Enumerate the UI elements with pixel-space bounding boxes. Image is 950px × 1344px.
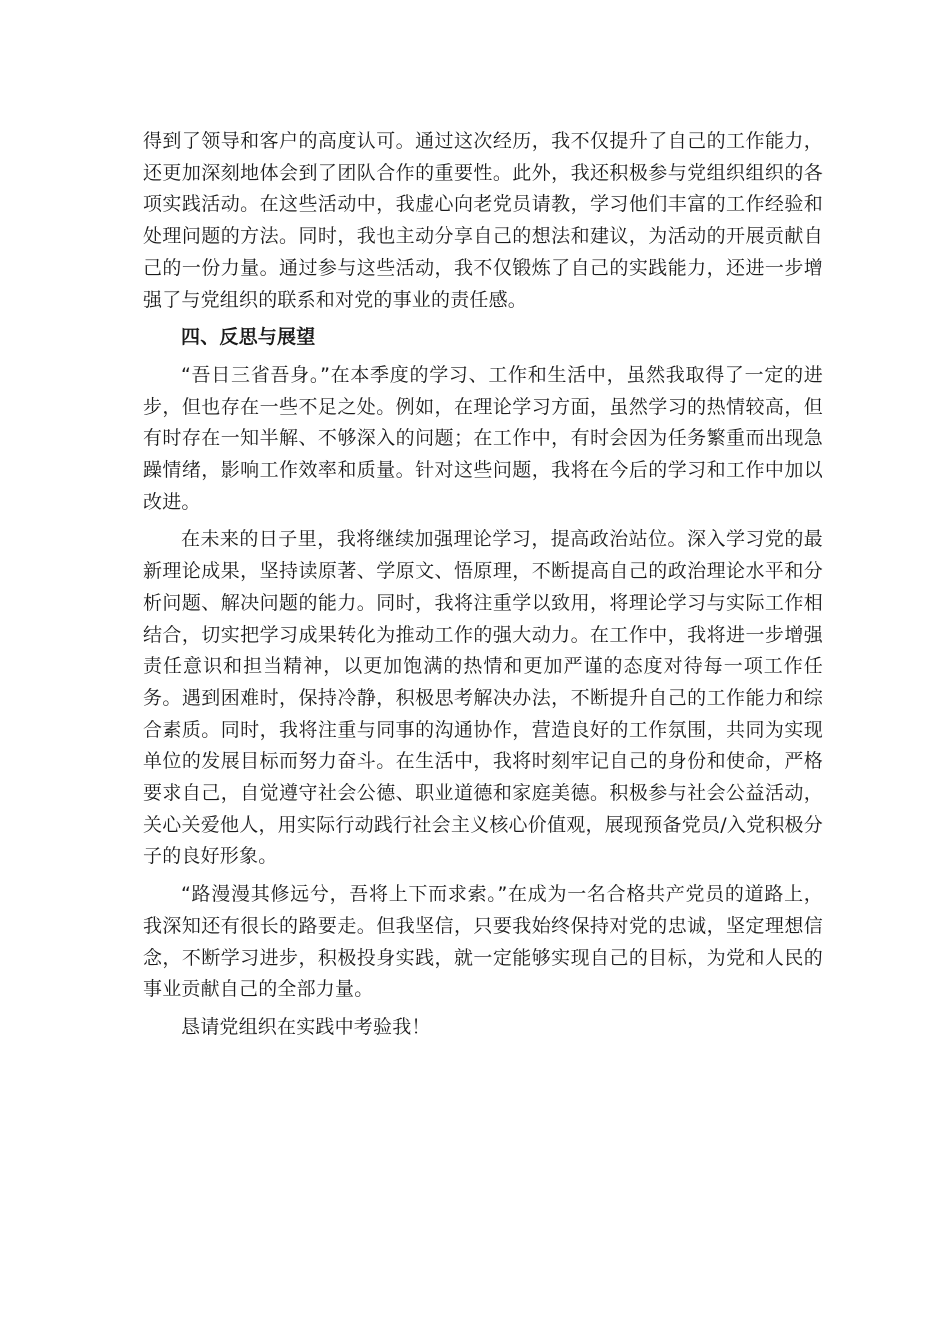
section-heading-reflection: 四、反思与展望 <box>181 326 316 349</box>
paragraph-self-reflection: “吾日三省吾身。”在本季度的学习、工作和生活中，虽然我取得了一定的进步，但也存在一些不足之处。例如，在理论学习方面，虽然学习的热情较高，但有时存在一知半解、不够深入的问题；在工作中，有时会因为任务繁重而出现急躁情绪，影响工作效率和质量。针对这些问题，我将在今后的学习和工作中加以改进。 <box>143 363 823 513</box>
paragraph-future-plans: 在未来的日子里，我将继续加强理论学习，提高政治站位。深入学习党的最新理论成果，坚持读原著、学原文、悟原理，不断提高自己的政治理论水平和分析问题、解决问题的能力。同时，我将注重学以致用，将理论学习与实际工作相结合，切实把学习成果转化为推动工作的强大动力。在工作中，我将进一步增强责任意识和担当精神，以更加饱满的热情和更加严谨的态度对待每一项工作任务。遇到困难时，保持冷静，积极思考解决办法，不断提升自己的工作能力和综合素质。同时，我将注重与同事的沟通协作，营造良好的工作氛围，共同为实现单位的发展目标而努力奋斗。在生活中，我将时刻牢记自己的身份和使命，严格要求自己，自觉遵守社会公德、职业道德和家庭美德。积极参与社会公益活动，关心关爱他人，用实际行动践行社会主义核心价值观，展现预备党员/入党积极分子的良好形象。 <box>143 528 823 868</box>
paragraph-continuation: 得到了领导和客户的高度认可。通过这次经历，我不仅提升了自己的工作能力，还更加深刻地体会到了团队合作的重要性。此外，我还积极参与党组织组织的各项实践活动。在这些活动中，我虚心向老党员请教，学习他们丰富的工作经验和处理问题的方法。同时，我也主动分享自己的想法和建议，为活动的开展贡献自己的一份力量。通过参与这些活动，我不仅锻炼了自己的实践能力，还进一步增强了与党组织的联系和对党的事业的责任感。 <box>143 130 823 311</box>
document-body <box>143 126 823 1044</box>
paragraph-closing-request: 恳请党组织在实践中考验我！ <box>181 1015 431 1038</box>
paragraph-resolve: “路漫漫其修远兮，吾将上下而求索。”在成为一名合格共产党员的道路上，我深知还有很长的路要走。但我坚信，只要我始终保持对党的忠诚，坚定理想信念，不断学习进步，积极投身实践，就一定能够实现自己的目标，为党和人民的事业贡献自己的全部力量。 <box>143 883 823 1001</box>
